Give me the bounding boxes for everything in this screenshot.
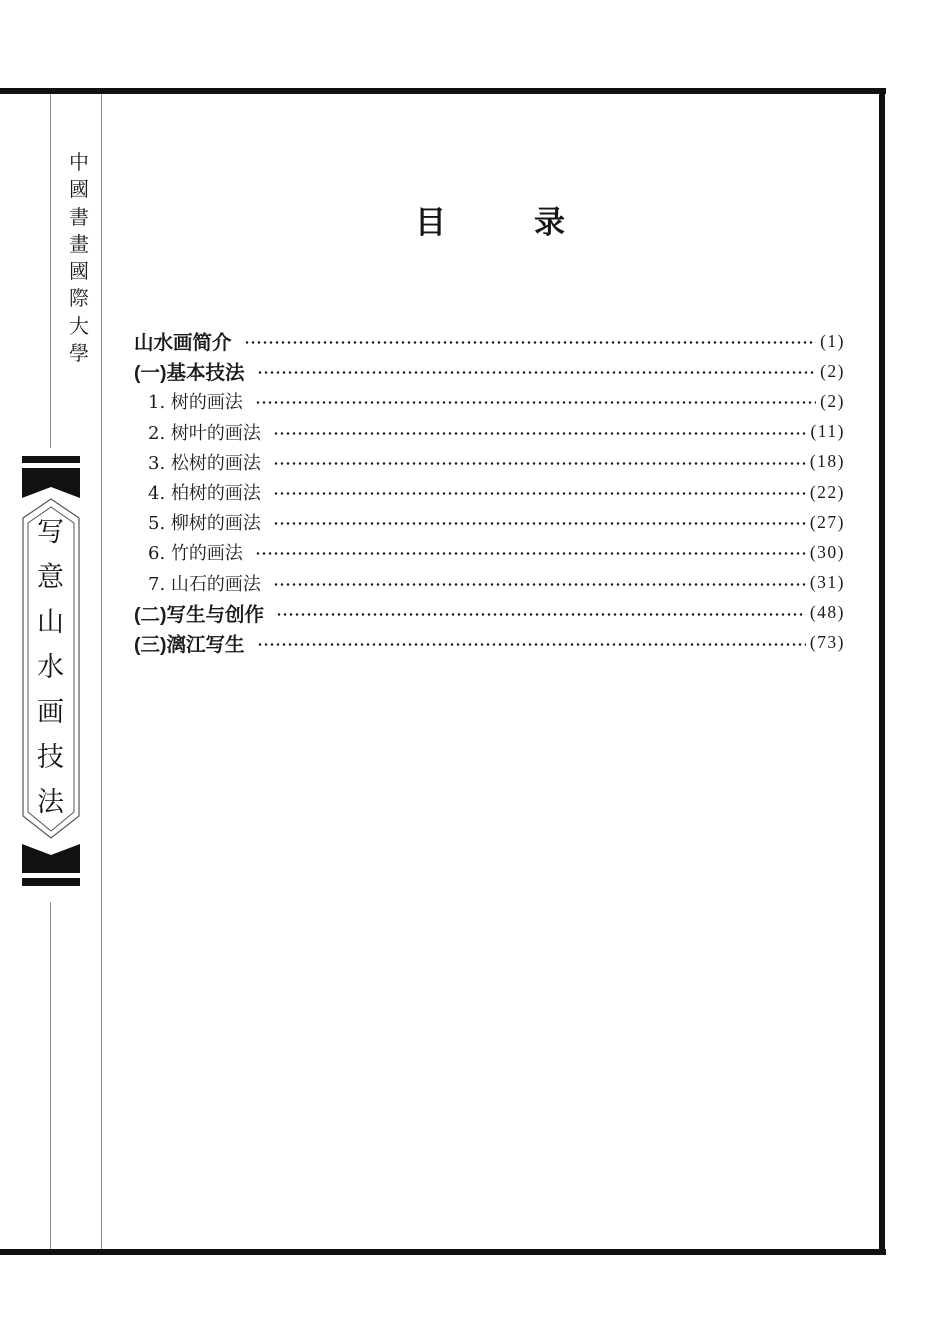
dotted-leader xyxy=(257,643,806,646)
char: 書 xyxy=(69,204,89,229)
char: 中 xyxy=(69,150,89,174)
dotted-leader xyxy=(273,583,806,586)
toc-entry-label: 2. 树叶的画法 xyxy=(148,422,261,444)
char: 画 xyxy=(37,697,64,728)
toc-entry xyxy=(134,507,845,537)
dotted-leader xyxy=(255,552,806,555)
char: 畫 xyxy=(69,231,89,256)
frame-right-border xyxy=(879,88,885,1255)
char: 大 xyxy=(69,313,89,338)
dotted-leader xyxy=(255,401,816,404)
char: 写 xyxy=(37,517,64,548)
dotted-leader xyxy=(273,522,806,525)
char: 國 xyxy=(69,259,89,284)
toc-entry xyxy=(134,568,845,598)
char: 意 xyxy=(37,562,64,593)
char: 目 xyxy=(415,205,446,240)
toc-entry-page: (73) xyxy=(809,632,845,653)
toc-entry xyxy=(134,417,845,447)
char: 國 xyxy=(69,177,89,202)
toc-entry-label: (三)漓江写生 xyxy=(134,633,245,656)
dotted-leader xyxy=(244,341,817,344)
char: 技 xyxy=(37,742,64,773)
dotted-leader xyxy=(257,371,817,374)
toc-entry-label: 5. 柳树的画法 xyxy=(148,513,261,535)
toc-entry xyxy=(134,447,845,477)
spine-bottom-ribbon xyxy=(22,844,80,873)
toc-entry xyxy=(134,537,845,567)
toc-entry-page: (30) xyxy=(809,541,845,562)
toc-entry-label: 7. 山石的画法 xyxy=(148,573,261,595)
dotted-leader xyxy=(273,492,806,495)
toc-entry xyxy=(134,598,845,628)
toc-entry-label: (一)基本技法 xyxy=(134,362,245,385)
spine-top-ribbon xyxy=(22,468,80,498)
toc-entry-page: (11) xyxy=(810,421,845,442)
spine-institution-text xyxy=(62,149,96,367)
char: 際 xyxy=(69,286,89,311)
spine-outer-rule-top xyxy=(50,94,51,448)
toc-entry-page: (27) xyxy=(809,511,845,532)
toc-entry xyxy=(134,386,845,416)
spine-inner-rule xyxy=(101,94,102,1249)
dotted-leader xyxy=(273,432,807,435)
toc-entry-label: 3. 松树的画法 xyxy=(148,452,261,474)
spine-bottom-bar xyxy=(22,878,80,886)
toc-entry xyxy=(134,477,845,507)
toc-entry xyxy=(134,326,845,356)
toc-entry-page: (2) xyxy=(820,390,845,411)
toc-entry-label: 4. 柏树的画法 xyxy=(148,483,261,505)
char: 學 xyxy=(69,341,89,366)
char: 水 xyxy=(37,652,64,683)
frame-bottom-border xyxy=(0,1249,886,1255)
toc-entry-label: 山水画简介 xyxy=(134,332,232,355)
toc-entry-label: (二)写生与创作 xyxy=(134,603,264,626)
char: 录 xyxy=(534,205,565,240)
spine-book-title xyxy=(25,518,76,818)
toc-list xyxy=(134,326,845,658)
toc-entry-page: (18) xyxy=(809,451,845,472)
toc-heading xyxy=(101,197,879,242)
toc-entry-label: 1. 树的画法 xyxy=(148,392,243,414)
toc-entry-page: (31) xyxy=(809,572,845,593)
frame-top-border xyxy=(0,88,886,94)
dotted-leader xyxy=(276,613,806,616)
dotted-leader xyxy=(273,462,806,465)
char: 法 xyxy=(37,787,64,818)
toc-entry-page: (2) xyxy=(820,360,845,381)
spine-outer-rule-bottom xyxy=(50,902,51,1249)
toc-entry xyxy=(134,356,845,386)
char: 山 xyxy=(37,607,64,638)
spine-top-bar xyxy=(22,456,80,463)
toc-entry-label: 6. 竹的画法 xyxy=(148,543,243,565)
toc-entry-page: (48) xyxy=(809,602,845,623)
toc-entry-page: (22) xyxy=(809,481,845,502)
toc-entry xyxy=(134,628,845,658)
toc-entry-page: (1) xyxy=(820,330,845,351)
